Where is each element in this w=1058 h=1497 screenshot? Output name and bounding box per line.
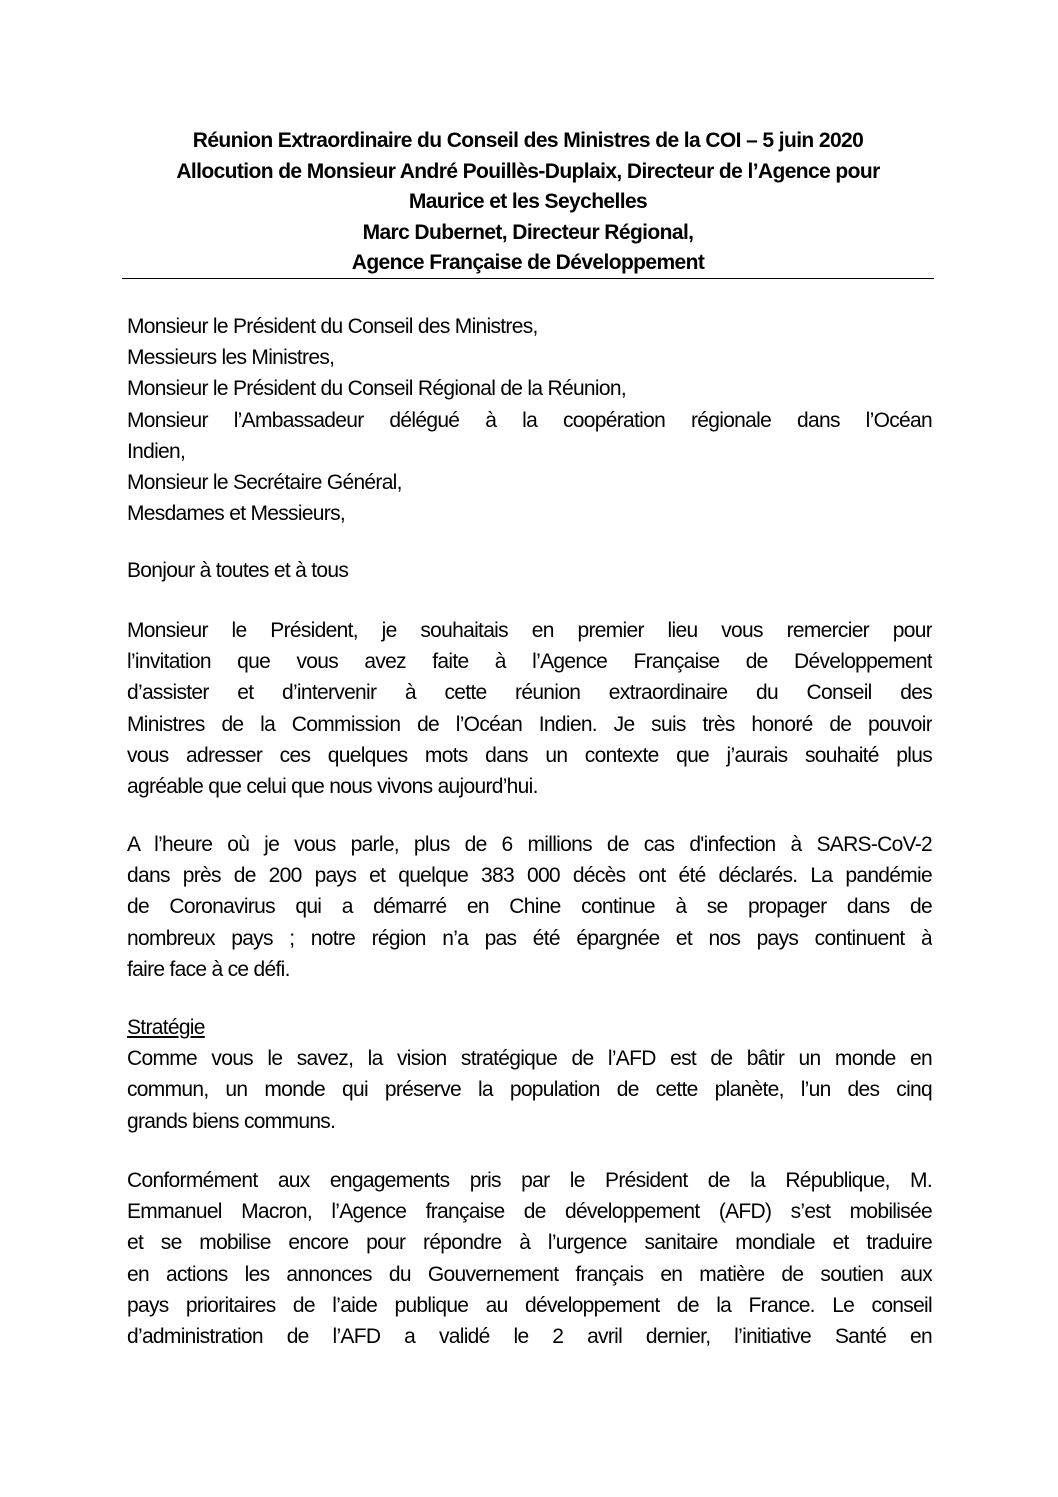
section-title: Stratégie <box>127 1016 205 1039</box>
paragraph-line: pays prioritaires de l’aide publique au développement de la France. Le conseil <box>127 1293 932 1317</box>
salutation-line: Monsieur le Président du Conseil Régional de la Réunion, <box>127 377 626 401</box>
document-header <box>122 126 934 279</box>
paragraph-line: commun, un monde qui préserve la population de cette planète, l’un des cinq <box>127 1078 932 1102</box>
paragraph-line: Monsieur le Président, je souhaitais en premier lieu vous remercier pour <box>127 619 932 642</box>
paragraph-line: Comme vous le savez, la vision stratégique de l’AFD est de bâtir un monde en <box>127 1047 932 1071</box>
paragraph-thanks <box>127 615 932 802</box>
paragraph-line: dans près de 200 pays et quelque 383 000 décès ont été déclarés. La pandémie <box>127 864 932 888</box>
salutation-line: Monsieur le Secrétaire Général, <box>127 470 402 494</box>
paragraph-line: d’administration de l’AFD a validé le 2 avril dernier, l’initiative Santé en <box>127 1324 932 1348</box>
paragraph-line: nombreux pays ; notre région n’a pas été épargnée et nos pays continuent à <box>127 926 932 950</box>
paragraph-line: et se mobilise encore pour répondre à l’urgence sanitaire mondiale et traduire <box>127 1231 932 1255</box>
greeting-line: Bonjour à toutes et à tous <box>127 559 349 582</box>
paragraph-line: faire face à ce défi. <box>127 957 290 981</box>
salutation-line: Messieurs les Ministres, <box>127 346 335 370</box>
salutations <box>127 311 932 529</box>
header-director-line: Marc Dubernet, Directeur Régional, <box>362 220 694 244</box>
salutation-line: Indien, <box>127 439 186 463</box>
salutation-line: Monsieur l’Ambassadeur délégué à la coopération régionale dans l’Océan <box>127 408 932 432</box>
paragraph-line: vous adresser ces quelques mots dans un contexte que j’aurais souhaité plus <box>127 743 932 767</box>
paragraph-line: Emmanuel Macron, l’Agence française de développement (AFD) s’est mobilisée <box>127 1200 932 1224</box>
paragraph-line: en actions les annonces du Gouvernement français en matière de soutien aux <box>127 1262 932 1286</box>
paragraph-pandemic <box>127 829 932 985</box>
greeting <box>127 555 932 586</box>
paragraph-engagements <box>127 1165 932 1352</box>
paragraph-line: grands biens communs. <box>127 1109 336 1133</box>
salutation-line: Monsieur le Président du Conseil des Ministres, <box>127 315 538 338</box>
paragraph-line: de Coronavirus qui a démarré en Chine continue à se propager dans de <box>127 895 932 919</box>
header-title-line: Réunion Extraordinaire du Conseil des Ministres de la COI – 5 juin 2020 <box>192 129 864 152</box>
paragraph-line: d’assister et d’intervenir à cette réunion extraordinaire du Conseil des <box>127 681 932 705</box>
paragraph-line: agréable que celui que nous vivons aujourd’hui. <box>127 774 538 798</box>
header-divider <box>122 278 934 279</box>
paragraph-line: l’invitation que vous avez faite à l’Agence Française de Développement <box>127 650 932 674</box>
header-speaker-line: Allocution de Monsieur André Pouillès-Duplaix, Directeur de l’Agence pour <box>176 159 880 183</box>
paragraph-line: A l’heure où je vous parle, plus de 6 millions de cas d'infection à SARS-CoV-2 <box>127 833 932 856</box>
paragraph-line: Ministres de la Commission de l’Océan Indien. Je suis très honoré de pouvoir <box>127 712 932 736</box>
section-strategie <box>127 1012 932 1137</box>
paragraph-line: Conformément aux engagements pris par le Président de la République, M. <box>127 1169 932 1192</box>
header-agency-line: Agence Française de Développement <box>351 251 705 274</box>
salutation-line: Mesdames et Messieurs, <box>127 502 346 526</box>
header-speaker-line-cont: Maurice et les Seychelles <box>408 190 648 213</box>
